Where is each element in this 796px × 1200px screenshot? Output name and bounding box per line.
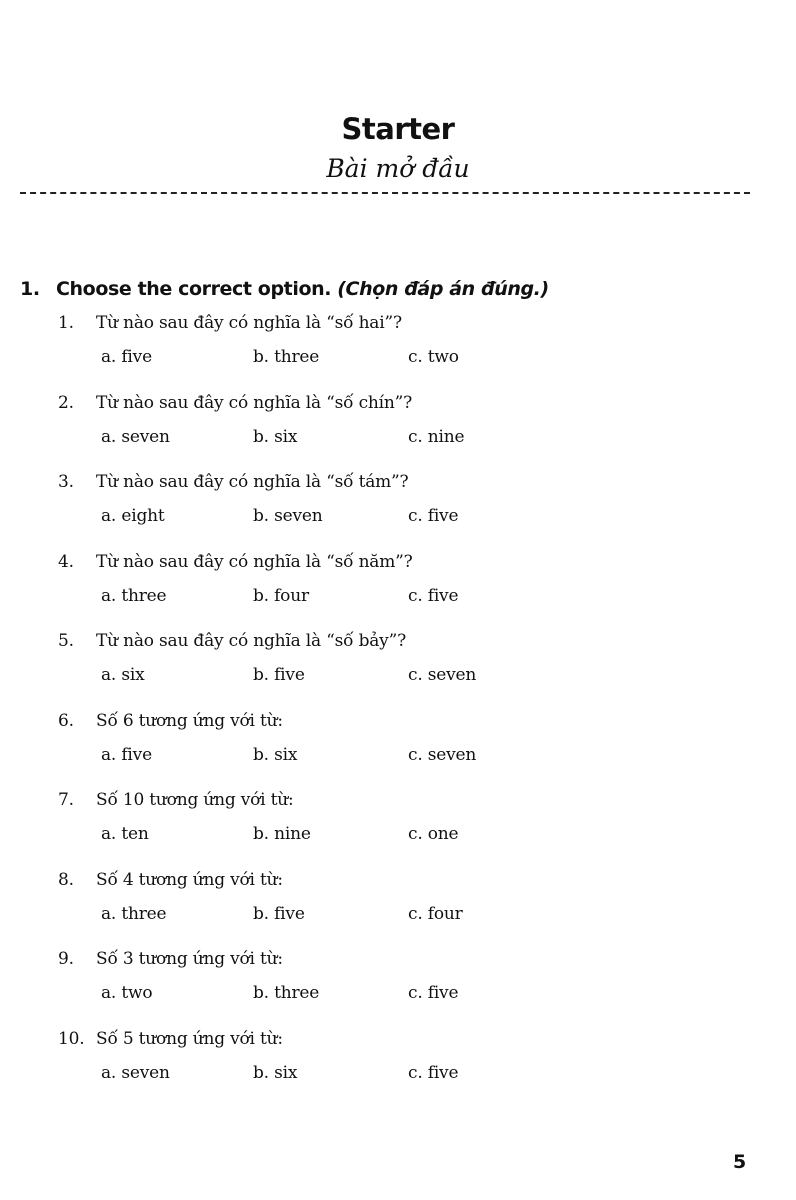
option-c: c. two [408, 347, 459, 367]
option-b: b. four [253, 586, 309, 606]
question-text: Số 5 tương ứng với từ: [96, 1029, 283, 1049]
question-text: Từ nào sau đây có nghĩa là “số bảy”? [96, 631, 406, 651]
question-text: Số 4 tương ứng với từ: [96, 870, 283, 890]
question-text: Từ nào sau đây có nghĩa là “số hai”? [96, 313, 402, 333]
question-item [58, 472, 758, 542]
question-item [58, 870, 758, 940]
option-b: b. six [253, 1063, 298, 1083]
option-a: a. two [101, 983, 153, 1003]
question-text: Từ nào sau đây có nghĩa là “số chín”? [96, 393, 413, 413]
exercise-number: 1. [20, 278, 40, 300]
exercise-heading [20, 278, 549, 300]
question-item [58, 711, 758, 781]
option-b: b. five [253, 665, 305, 685]
page-title: Starter [341, 112, 455, 146]
option-a: a. three [101, 586, 167, 606]
question-number: 5. [58, 631, 74, 651]
page-subtitle: Bài mở đầu [326, 154, 470, 183]
option-a: a. five [101, 347, 152, 367]
option-a: a. three [101, 904, 167, 924]
question-text: Từ nào sau đây có nghĩa là “số năm”? [96, 552, 413, 572]
question-number: 8. [58, 870, 74, 890]
option-c: c. nine [408, 427, 465, 447]
question-number: 3. [58, 472, 74, 492]
question-number: 2. [58, 393, 74, 413]
option-b: b. nine [253, 824, 311, 844]
question-text: Số 3 tương ứng với từ: [96, 949, 283, 969]
option-a: a. eight [101, 506, 165, 526]
option-a: a. ten [101, 824, 149, 844]
question-text: Số 10 tương ứng với từ: [96, 790, 294, 810]
question-item [58, 393, 758, 463]
question-item [58, 552, 758, 622]
question-number: 7. [58, 790, 74, 810]
page-number: 5 [733, 1151, 747, 1173]
question-number: 1. [58, 313, 74, 333]
option-b: b. three [253, 983, 320, 1003]
option-b: b. seven [253, 506, 323, 526]
option-c: c. five [408, 1063, 459, 1083]
option-a: a. seven [101, 1063, 170, 1083]
option-c: c. five [408, 983, 459, 1003]
option-b: b. six [253, 427, 298, 447]
option-a: a. six [101, 665, 145, 685]
question-number: 6. [58, 711, 74, 731]
question-item [58, 313, 758, 383]
question-text: Số 6 tương ứng với từ: [96, 711, 283, 731]
question-item [58, 1029, 758, 1099]
option-c: c. one [408, 824, 459, 844]
option-c: c. five [408, 506, 459, 526]
option-b: b. three [253, 347, 320, 367]
question-item [58, 790, 758, 860]
dashed-divider [20, 192, 750, 194]
question-text: Từ nào sau đây có nghĩa là “số tám”? [96, 472, 409, 492]
question-number: 10. [58, 1029, 85, 1049]
option-b: b. five [253, 904, 305, 924]
question-item [58, 631, 758, 701]
option-c: c. five [408, 586, 459, 606]
exercise-instruction-vi: (Chọn đáp án đúng.) [337, 278, 549, 300]
exercise-instruction: Choose the correct option. [56, 278, 332, 300]
option-c: c. seven [408, 745, 477, 765]
option-b: b. six [253, 745, 298, 765]
question-item [58, 949, 758, 1019]
option-a: a. seven [101, 427, 170, 447]
question-number: 4. [58, 552, 74, 572]
question-number: 9. [58, 949, 74, 969]
option-c: c. seven [408, 665, 477, 685]
option-a: a. five [101, 745, 152, 765]
option-c: c. four [408, 904, 463, 924]
